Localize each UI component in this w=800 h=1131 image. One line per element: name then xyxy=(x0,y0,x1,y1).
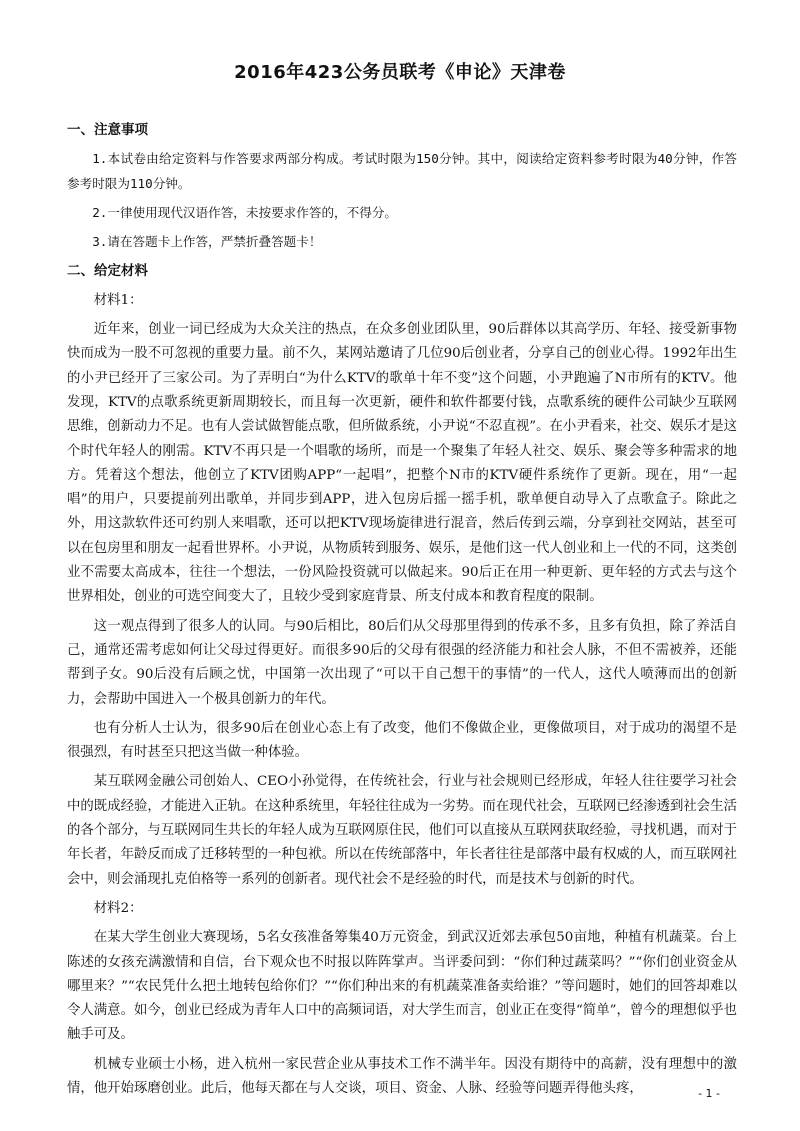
section-heading-materials: 二、给定材料 xyxy=(67,263,148,280)
material-paragraph: 也有分析人士认为，很多90后在创业心态上有了改变，他们不像做企业，更像做项目，对于成功的渴望不是很强烈，有时甚至只把这当做一种体验。 xyxy=(67,720,737,761)
material-paragraph: 这一观点得到了很多人的认同。与90后相比，80后们从父母那里得到的传承不多，且多有负担，除了养活自己，通常还需考虑如何让父母过得更好。而很多90后的父母有很强的经济能力和社会人脉，不但不需被养，还能帮到子女。90后没有后顾之忧，中国第一次出现了“可以干自己想干的事情”的一代人，这代人喷薄而出的创新力，会帮助中国进入一个极具创新力的年代。 xyxy=(67,618,737,707)
material-2-label: 材料2： xyxy=(93,900,143,916)
material-paragraph: 在某大学生创业大赛现场，5名女孩准备筹集40万元资金，到武汉近郊去承包50亩地，种植有机蔬菜。台上陈述的女孩充满激情和自信，台下观众也不时报以阵阵掌声。当评委问到：“你们种过蔬菜吗？”“你们创业资金从哪里来？”“农民凭什么把土地转包给你们？”“你们种出来的有机蔬菜准备卖给谁？”等问题时，她们的回答却难以令人满意。如今，创业已经成为青年人口中的高频词语，对大学生而言，创业正在变得“简单”，曾今的理想似乎也触手可及。 xyxy=(67,930,737,1043)
page-title: 2016年423公务员联考《申论》天津卷 xyxy=(234,62,566,83)
material-paragraph: 近年来，创业一词已经成为大众关注的热点，在众多创业团队里，90后群体以其高学历、年轻、接受新事物快而成为一股不可忽视的重要力量。前不久，某网站邀请了几位90后创业者，分享自己的创业心得。1992年出生的小尹已经开了三家公司。为了弄明白“为什么KTV的歌单十年不变”这个问题，小尹跑遍了N市所有的KTV。他发现，KTV的点歌系统更新周期较长，而且每一次更新，硬件和软件都要付钱，点歌系统的硬件公司缺少互联网思维，创新动力不足。也有人尝试做智能点歌，但所做系统，小尹说“不忍直视”。在小尹看来，社交、娱乐才是这个时代年轻人的刚需。KTV不再只是一个唱歌的场所，而是一个聚集了年轻人社交、娱乐、聚会等多种需求的地方。凭着这个想法，他创立了KTV团购APP“一起唱”，把整个N市的KTV硬件系统作了更新。现在，用“一起唱”的用户，只要提前列出歌单，并同步到APP，进入包房后摇一摇手机，歌单便自动导入了点歌盒子。除此之外，用这款软件还可约别人来唱歌，还可以把KTV现场旋律进行混音，然后传到云端，分享到社交网站，甚至可以在包房里和朋友一起看世界杯。小尹说，从物质转到服务、娱乐，是他们这一代人创业和上一代的不同，这类创业不需要太高成本，往往一个想法，一份风险投资就可以做起来。90后正在用一种更新、更年轻的方式去与这个世界相处，创业的可选空间变大了，且较少受到家庭背景、所支付成本和教育程度的限制。 xyxy=(67,322,737,605)
material-paragraph: 某互联网金融公司创始人、CEO小孙觉得，在传统社会，行业与社会规则已经形成，年轻人往往要学习社会中的既成经验，才能进入正轨。在这种系统里，年轻往往成为一劣势。而在现代社会，互联网已经渗透到社会生活的各个部分，与互联网同生共长的年轻人成为互联网原住民，他们可以直接从互联网获取经验，寻找机遇，而对于年长者，年龄反而成了迁移转型的一种包袱。所以在传统部落中，年长者往往是部落中最有权威的人，而互联网社会中，则会涌现扎克伯格等一系列的创新者。现代社会不是经验的时代，而是技术与创新的时代。 xyxy=(67,774,737,887)
section-heading-notice: 一、注意事项 xyxy=(67,122,148,138)
notice-item: 3.请在答题卡上作答，严禁折叠答题卡！ xyxy=(92,234,322,250)
page-number: - 1 - xyxy=(698,1087,720,1100)
material-paragraph: 机械专业硕士小杨，进入杭州一家民营企业从事技术工作不满半年。因没有期待中的高薪，没有理想中的激情，他开始琢磨创业。此后，他每天都在与人交谈，项目、资金、人脉、经验等问题弄得他头疼， xyxy=(67,1056,737,1096)
material-1-label: 材料1： xyxy=(93,292,143,308)
notice-item: 2.一律使用现代汉语作答，未按要求作答的，不得分。 xyxy=(92,204,398,220)
notice-item: 1.本试卷由给定资料与作答要求两部分构成。考试时限为150分钟。其中，阅读给定资料参考时限为40分钟，作答参考时限为110分钟。 xyxy=(67,151,737,191)
document-body xyxy=(67,118,737,1106)
